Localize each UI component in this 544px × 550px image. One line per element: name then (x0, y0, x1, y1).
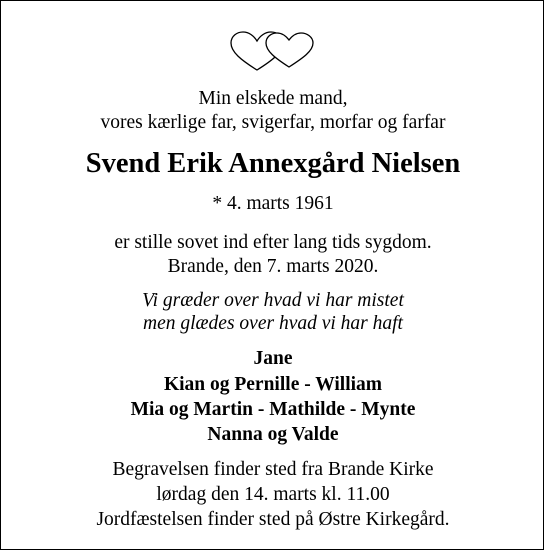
funeral-line-2: lørdag den 14. marts kl. 11.00 (156, 484, 390, 505)
two-hearts-outline-icon (227, 29, 319, 73)
funeral-line-3: Jordfæstelsen finder sted på Østre Kirkegård. (96, 509, 450, 530)
verse-line-1: Vi græder over hvad vi har mistet (142, 290, 404, 311)
intro-line-2: vores kærlige far, svigerfar, morfar og farfar (100, 112, 446, 133)
death-line-2: Brande, den 7. marts 2020. (167, 256, 379, 277)
death-line-1: er stille sovet ind efter lang tids sygdom. (114, 232, 432, 253)
family-line: Mia og Martin - Mathilde - Mynte (130, 399, 416, 420)
funeral-line-1: Begravelsen finder sted fra Brande Kirke (112, 459, 434, 480)
verse-line-2: men glædes over hvad vi har haft (143, 313, 403, 334)
family-line: Kian og Pernille - William (163, 374, 383, 395)
family-line: Jane (253, 348, 293, 369)
family-line: Nanna og Valde (207, 424, 339, 445)
deceased-name: Svend Erik Annexgård Nielsen (85, 148, 461, 179)
birth-date: * 4. marts 1961 (212, 193, 334, 214)
intro-line-1: Min elskede mand, (198, 88, 348, 109)
